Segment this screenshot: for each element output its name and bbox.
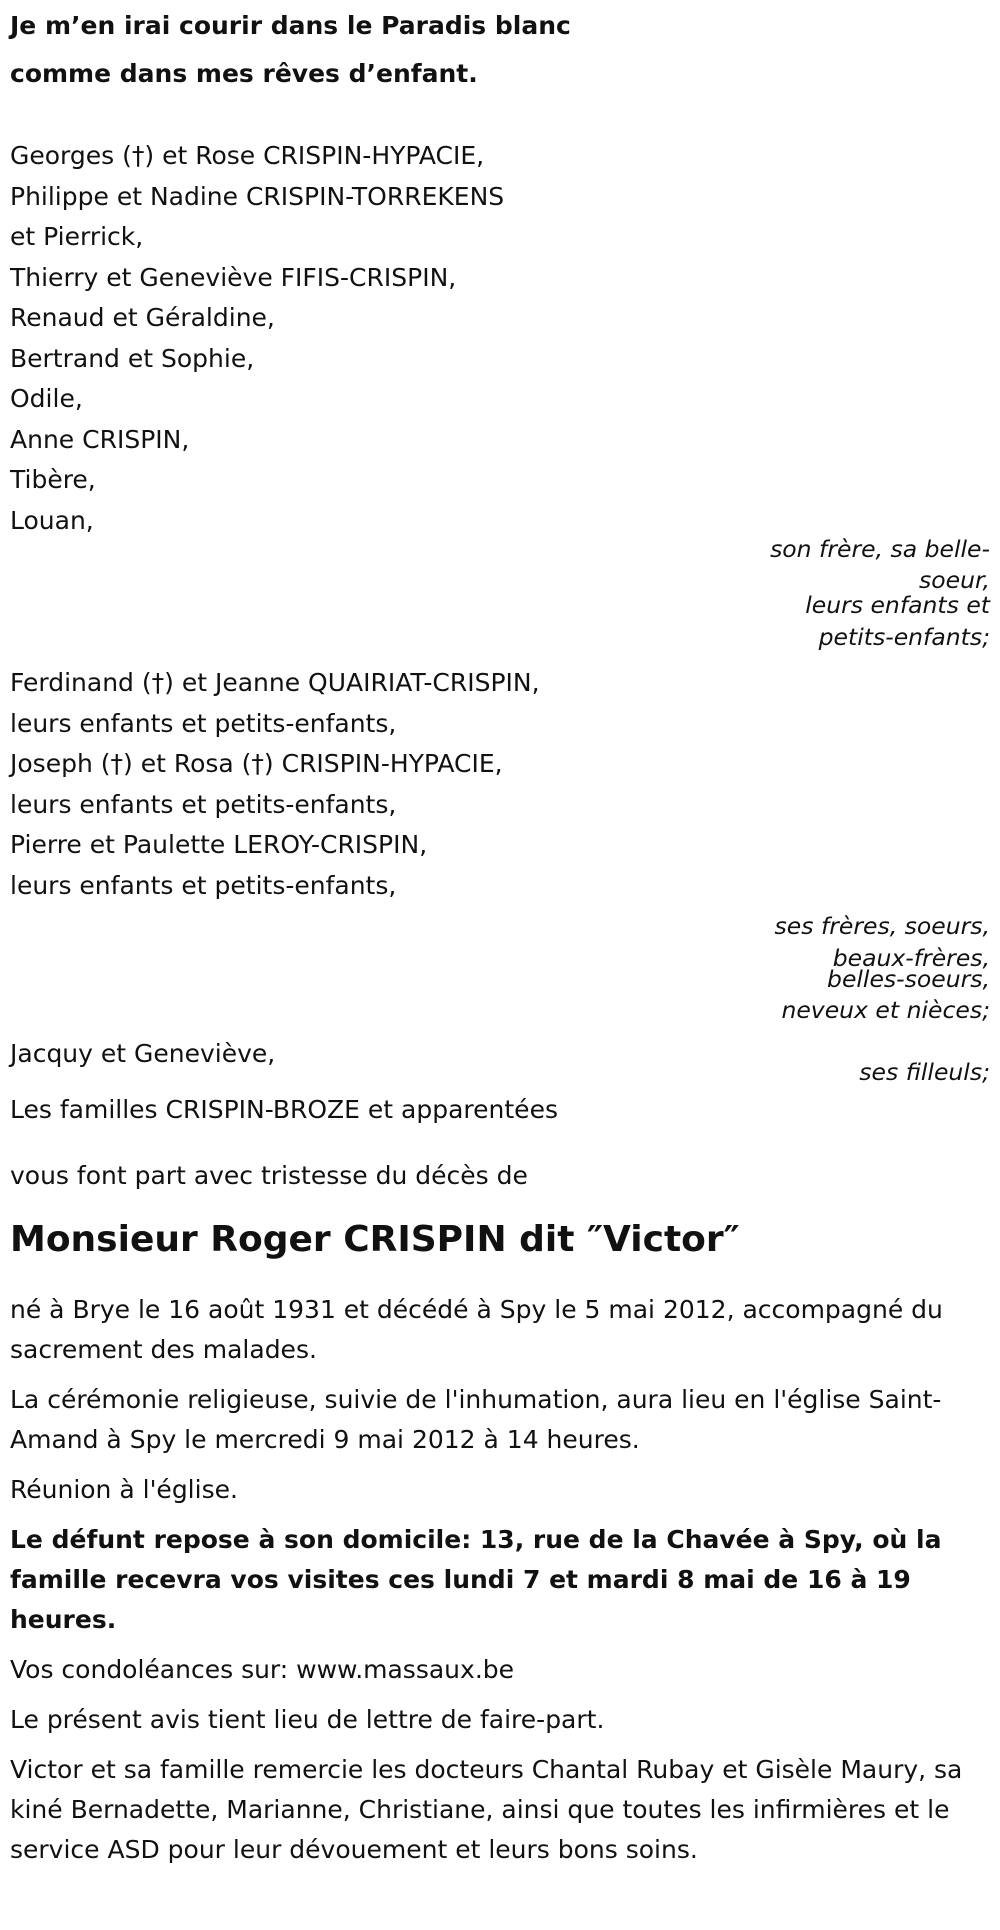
family-line: Thierry et Geneviève FIFIS-CRISPIN, xyxy=(10,262,457,292)
family-line: Tibère, xyxy=(10,465,96,494)
family-line: Bertrand et Sophie, xyxy=(10,343,255,373)
relation-line: neveux et nièces; xyxy=(781,996,990,1024)
family-group-2 xyxy=(10,663,990,906)
family-line: Ferdinand (†) et Jeanne QUAIRIAT-CRISPIN, xyxy=(10,668,540,697)
announcement-line: vous font part avec tristesse du décès de xyxy=(10,1161,528,1190)
relation-line: ses filleuls; xyxy=(859,1058,990,1086)
family-line: Joseph (†) et Rosa (†) CRISPIN-HYPACIE, xyxy=(10,749,503,778)
ceremony-paragraph: La cérémonie religieuse, suivie de l'inhumation, aura lieu en l'église Saint-Amand à Spy le mercredi 9 mai 2012 à 14 heures. xyxy=(10,1385,942,1454)
condolences-paragraph: Vos condoléances sur: www.massaux.be xyxy=(10,1655,515,1684)
relation-group-1 xyxy=(10,533,990,659)
family-group-1 xyxy=(10,136,990,541)
family-line: Philippe et Nadine CRISPIN-TORREKENS xyxy=(10,181,505,211)
family-line: et Pierrick, xyxy=(10,222,144,251)
meeting-paragraph: Réunion à l'église. xyxy=(10,1475,238,1504)
family-group-3 xyxy=(10,1034,990,1090)
relation-line: ses frères, soeurs, xyxy=(774,912,990,940)
family-line: Renaud et Géraldine, xyxy=(10,303,275,332)
family-line: leurs enfants et petits-enfants, xyxy=(10,870,397,900)
families-line: Les familles CRISPIN-BROZE et apparentées xyxy=(10,1095,558,1124)
family-line: Odile, xyxy=(10,384,83,413)
viewing-paragraph: Le défunt repose à son domicile: 13, rue de la Chavée à Spy, où la famille recevra vos visites ces lundi 7 et mardi 8 mai de 16 à 19 heures. xyxy=(10,1525,942,1634)
relation-line: petits-enfants; xyxy=(818,623,990,651)
verse-line: comme dans mes rêves d’enfant. xyxy=(10,59,478,88)
family-line: leurs enfants et petits-enfants, xyxy=(10,708,397,738)
thanks-paragraph: Victor et sa famille remercie les docteurs Chantal Rubay et Gisèle Maury, sa kiné Bernadette, Marianne, Christiane, ainsi que toutes les infirmières et le service ASD pour leur dévouement et leurs bons soins. xyxy=(10,1755,963,1864)
verse-line: Je m’en irai courir dans le Paradis blanc xyxy=(10,11,571,40)
relation-line: beaux-frères, xyxy=(832,944,990,972)
notice-paragraph: Le présent avis tient lieu de lettre de faire-part. xyxy=(10,1705,605,1734)
family-line: leurs enfants et petits-enfants, xyxy=(10,789,397,819)
relation-line: son frère, sa belle- xyxy=(770,535,990,563)
family-line: Anne CRISPIN, xyxy=(10,424,190,454)
relation-line: belles-soeurs, xyxy=(827,965,990,993)
family-line: Jacquy et Geneviève, xyxy=(10,1039,276,1068)
family-line: Louan, xyxy=(10,505,94,535)
family-line: Pierre et Paulette LEROY-CRISPIN, xyxy=(10,830,428,859)
family-line: Georges (†) et Rose CRISPIN-HYPACIE, xyxy=(10,141,485,170)
birth-death-paragraph: né à Brye le 16 août 1931 et décédé à Spy le 5 mai 2012, accompagné du sacrement des malades. xyxy=(10,1295,943,1364)
relation-group-2 xyxy=(10,906,990,1032)
relation-line: soeur, xyxy=(919,566,990,594)
deceased-name: Monsieur Roger CRISPIN dit ″Victor″ xyxy=(10,1219,740,1260)
epigraph-verse xyxy=(10,0,990,98)
relation-line: leurs enfants et xyxy=(805,591,990,619)
